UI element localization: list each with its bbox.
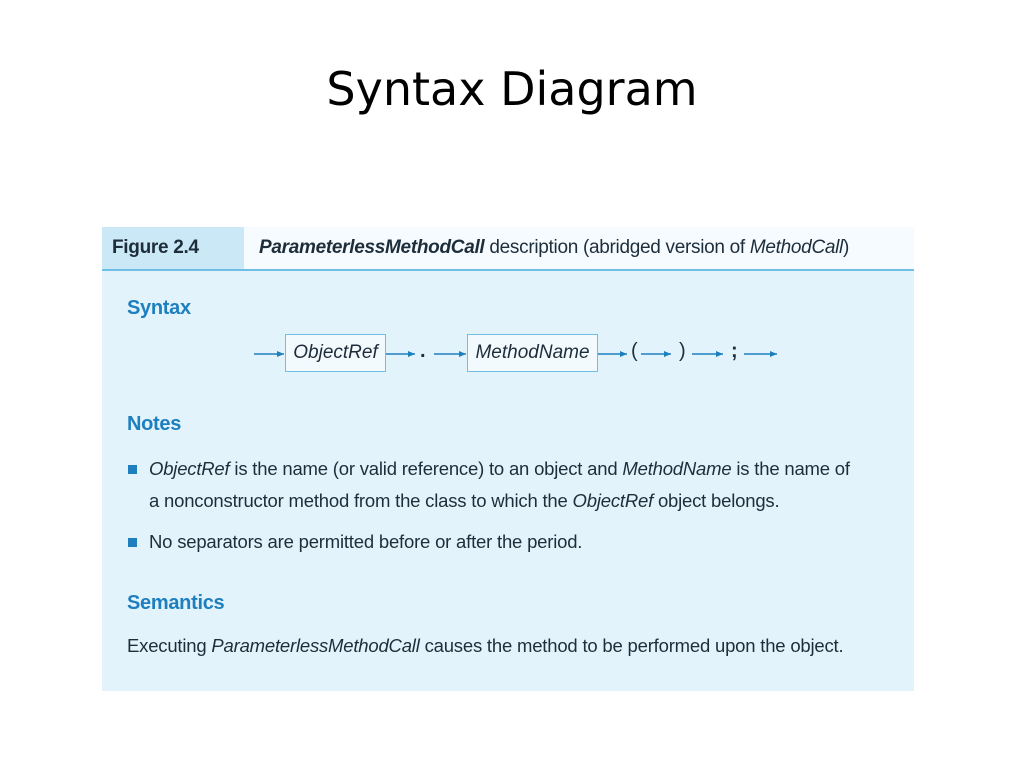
- objectref-box: ObjectRef: [285, 334, 386, 372]
- semicolon-token: ;: [731, 340, 738, 362]
- open-paren-token: (: [631, 340, 638, 362]
- semantics-text: Executing ParameterlessMethodCall causes the method to be performed upon the object.: [127, 635, 844, 656]
- bullet-icon: [128, 465, 137, 474]
- close-paren-token: ): [679, 340, 686, 362]
- figure-panel: [102, 227, 914, 691]
- dot-token: .: [420, 340, 426, 362]
- caption-end: ): [842, 237, 850, 258]
- methodname-box: MethodName: [467, 334, 598, 372]
- syntax-heading: Syntax: [127, 297, 191, 319]
- notes-heading: Notes: [127, 413, 182, 435]
- note-1: ObjectRef is the name (or valid reference) to an object and MethodName is the name of a nonconstructor method from the class to which the ObjectRef object belongs.: [149, 458, 850, 511]
- slide-title: Syntax Diagram: [326, 62, 698, 116]
- caption-name: ParameterlessMethodCall: [259, 237, 485, 258]
- caption-ref: MethodCall: [749, 237, 843, 258]
- caption-mid: description (abridged version of: [484, 237, 750, 258]
- note-2: No separators are permitted before or after the period.: [149, 531, 583, 552]
- semantics-heading: Semantics: [127, 592, 225, 614]
- bullet-icon: [128, 538, 137, 547]
- figure-label: Figure 2.4: [102, 227, 244, 269]
